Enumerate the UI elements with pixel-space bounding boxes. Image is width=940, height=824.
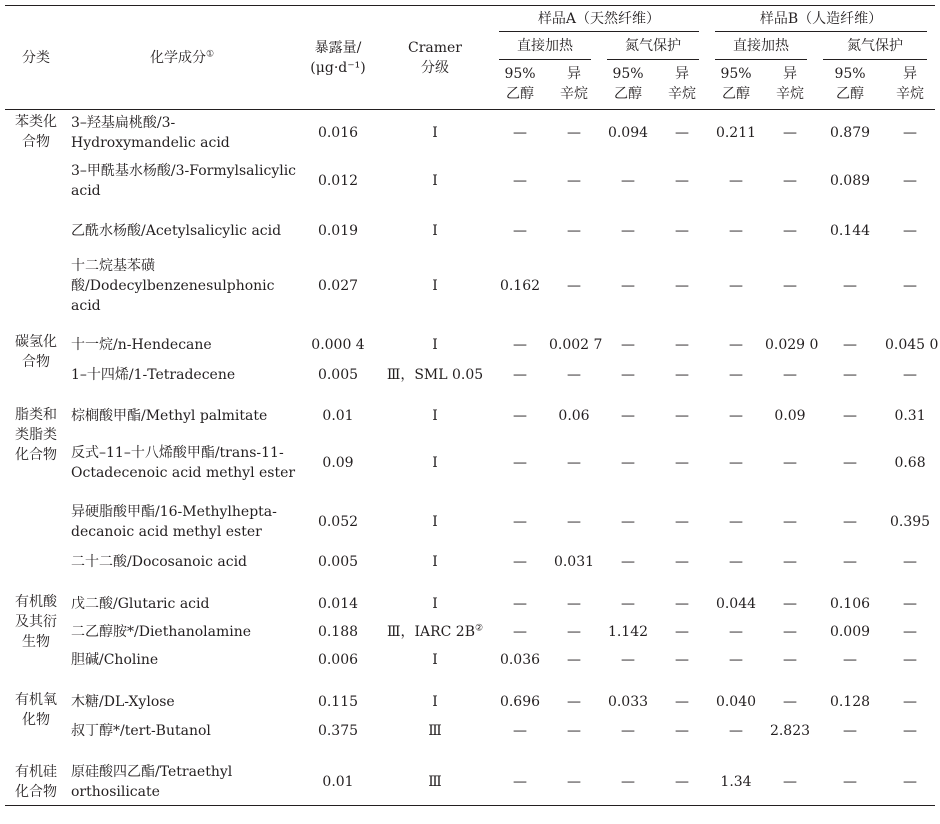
- cramer-class-text: Ⅰ: [432, 513, 438, 530]
- migration-value: —: [513, 454, 527, 471]
- header-isooctane-1: 异: [567, 66, 581, 83]
- category-label: 苯类化合物: [15, 114, 57, 150]
- header-cramer-label: Cramer: [407, 39, 462, 56]
- migration-value: 0.31: [894, 408, 926, 424]
- migration-value: —: [783, 172, 797, 189]
- header-ethanol: [599, 60, 657, 110]
- migration-value: 0.879: [829, 124, 871, 141]
- exposure-value: 0.000 4: [311, 337, 365, 353]
- migration-value: —: [783, 553, 797, 570]
- category-cell: [5, 760, 67, 806]
- component-name: 3–甲酰基水杨酸/3-Formylsalicylic acid: [71, 162, 297, 199]
- migration-value: 0.045 0: [885, 337, 939, 353]
- migration-value: —: [513, 124, 527, 141]
- header-isooctane-1: 异: [903, 66, 918, 83]
- exposure-value: 0.09: [322, 454, 354, 471]
- migration-value: —: [729, 553, 743, 570]
- table-row: [5, 548, 935, 576]
- migration-value: —: [815, 760, 885, 806]
- migration-value: —: [843, 277, 857, 294]
- migration-value: —: [675, 694, 689, 710]
- header-isooctane: [657, 60, 707, 110]
- cramer-class: [379, 361, 491, 389]
- migration-value: 0.128: [829, 694, 871, 710]
- category-cell: [5, 688, 67, 746]
- group-spacer: [5, 674, 935, 688]
- migration-value: —: [783, 595, 797, 612]
- table-row: [5, 496, 935, 548]
- migration-value: —: [675, 277, 689, 294]
- category-cell: [5, 110, 67, 316]
- cramer-class-text: Ⅲ，IARC 2B: [386, 623, 475, 640]
- table-row: [5, 646, 935, 674]
- migration-value: —: [513, 408, 527, 424]
- group-spacer-cell: [5, 746, 935, 760]
- migration-value: —: [491, 760, 549, 806]
- exposure-value: 0.014: [317, 595, 359, 612]
- migration-value: —: [621, 513, 635, 530]
- migration-value: 0.002 7: [549, 337, 603, 353]
- component-name: 3–羟基扁桃酸/3-Hydroxymandelic acid: [71, 114, 230, 151]
- migration-value: 1.142: [607, 623, 649, 640]
- migration-value: —: [843, 513, 857, 530]
- migration-value: —: [903, 694, 918, 710]
- cramer-class-text: Ⅰ: [432, 277, 438, 294]
- migration-value: —: [675, 553, 689, 570]
- header-ethanol: [491, 60, 549, 110]
- migration-value: —: [621, 553, 635, 570]
- component-name: 二十二酸/Docosanoic acid: [71, 553, 248, 570]
- migration-value: —: [903, 595, 918, 612]
- cramer-class: [379, 618, 491, 646]
- migration-value: 0.106: [829, 595, 871, 612]
- migration-value: 0.036: [499, 651, 541, 668]
- migration-value: —: [675, 513, 689, 530]
- migration-value: —: [675, 172, 689, 189]
- cramer-class: [379, 430, 491, 496]
- migration-value: —: [513, 366, 527, 383]
- category-label: 有机硅化合物: [15, 763, 57, 800]
- header-ethanol-2: 乙醇: [722, 86, 750, 103]
- table-row: [5, 156, 935, 206]
- group-spacer: [5, 746, 935, 760]
- header-isooctane-2: 辛烷: [776, 86, 804, 103]
- migration-value: 0.040: [715, 694, 757, 710]
- cramer-class: [379, 717, 491, 746]
- group-spacer-cell: [5, 316, 935, 330]
- cramer-class-text: Ⅰ: [432, 553, 438, 570]
- category-cell: [5, 330, 67, 389]
- migration-value: —: [903, 553, 918, 570]
- migration-value: —: [903, 222, 918, 239]
- category-label: 脂类和类脂类化合物: [15, 406, 57, 463]
- exposure-value: 0.005: [317, 553, 359, 570]
- migration-value: —: [513, 553, 527, 570]
- migration-value: —: [843, 651, 857, 668]
- migration-value: —: [843, 408, 857, 424]
- migration-value: 0.68: [894, 454, 926, 471]
- migration-value: —: [903, 651, 918, 668]
- migration-value: —: [567, 623, 581, 640]
- migration-value: 0.029 0: [765, 337, 819, 353]
- migration-value: —: [567, 513, 581, 530]
- migration-value: 0.09: [774, 408, 806, 424]
- header-ethanol-2: 乙醇: [506, 86, 534, 103]
- table-row: [5, 403, 935, 430]
- cramer-class-text: Ⅲ: [428, 774, 442, 791]
- migration-value: 0.395: [889, 513, 931, 530]
- table-row: [5, 206, 935, 256]
- header-ethanol-1: 95%: [834, 66, 866, 83]
- table-row: [5, 688, 935, 717]
- group-spacer-cell: [5, 674, 935, 688]
- migration-value: 0.089: [829, 172, 871, 189]
- migration-value: —: [657, 760, 707, 806]
- table-body: [5, 110, 939, 806]
- cramer-class: [379, 330, 491, 361]
- component-name: 十一烷/n-Hendecane: [71, 337, 212, 353]
- migration-value: —: [567, 595, 581, 612]
- header-b-n2-protect: 氮气保护: [815, 32, 935, 60]
- cramer-class-text: Ⅰ: [432, 595, 438, 612]
- migration-value: —: [903, 172, 918, 189]
- header-isooctane: [549, 60, 599, 110]
- header-component-text: 化学成分: [149, 49, 206, 66]
- exposure-value: 0.027: [317, 277, 359, 294]
- exposure-value: 0.019: [317, 222, 359, 239]
- migration-value: —: [729, 651, 743, 668]
- header-exposure-unit: (μg·d⁻¹): [310, 59, 366, 76]
- migration-value: —: [783, 694, 797, 710]
- component-name: 乙酰水杨酸/Acetylsalicylic acid: [71, 222, 282, 239]
- header-ethanol-1: 95%: [720, 66, 752, 83]
- cramer-class: [379, 206, 491, 256]
- cramer-class-text: Ⅲ，SML 0.05: [386, 366, 484, 383]
- group-spacer: [5, 576, 935, 590]
- component-name: 叔丁醇*/tert-Butanol: [71, 723, 211, 739]
- migration-value: —: [903, 366, 918, 383]
- chemical-migration-table: [5, 5, 939, 806]
- migration-value: —: [513, 595, 527, 612]
- cramer-class: [379, 646, 491, 674]
- cramer-class-text: Ⅰ: [432, 337, 438, 353]
- cramer-class: [379, 760, 491, 806]
- table-header: [5, 6, 935, 110]
- migration-value: —: [843, 553, 857, 570]
- exposure-value: 0.006: [317, 651, 359, 668]
- migration-value: —: [729, 222, 743, 239]
- migration-value: 0.06: [558, 408, 590, 424]
- table-row: [5, 330, 935, 361]
- header-sample-a: 样品A（天然纤维）: [491, 6, 707, 32]
- migration-value: —: [621, 595, 635, 612]
- header-isooctane-2: 辛烷: [560, 86, 588, 103]
- header-ethanol: [815, 60, 885, 110]
- migration-value: —: [729, 513, 743, 530]
- exposure-value: 0.375: [317, 723, 359, 739]
- migration-value: —: [567, 277, 581, 294]
- component-name: 十二烷基苯磺酸/Dodecylbenzenesulphonic acid: [71, 257, 275, 314]
- exposure-value: 0.115: [317, 694, 359, 710]
- migration-value: —: [783, 623, 797, 640]
- migration-value: —: [621, 651, 635, 668]
- category-cell: [5, 590, 67, 674]
- migration-value: —: [675, 651, 689, 668]
- migration-value: —: [513, 723, 527, 739]
- migration-value: —: [903, 124, 918, 141]
- migration-value: 2.823: [769, 723, 811, 739]
- header-ethanol: [707, 60, 765, 110]
- header-ethanol-2: 乙醇: [836, 86, 864, 103]
- exposure-value: 0.188: [317, 623, 359, 640]
- migration-value: —: [675, 623, 689, 640]
- migration-value: —: [903, 723, 918, 739]
- exposure-value: 0.01: [322, 408, 354, 424]
- table-row: [5, 717, 935, 746]
- component-name: 胆碱/Choline: [71, 651, 159, 668]
- migration-value: —: [621, 172, 635, 189]
- exposure-value: 0.052: [317, 513, 359, 530]
- migration-value: —: [675, 454, 689, 471]
- migration-value: —: [567, 172, 581, 189]
- migration-value: —: [729, 277, 743, 294]
- table-row: [5, 760, 935, 806]
- group-spacer: [5, 389, 935, 403]
- header-isooctane-1: 异: [783, 66, 797, 83]
- header-component-footnote: ①: [205, 48, 215, 59]
- header-exposure-label: 暴露量/: [314, 39, 362, 56]
- category-label: 碳氢化合物: [15, 333, 57, 370]
- migration-value: 0.144: [829, 222, 871, 239]
- migration-value: —: [621, 723, 635, 739]
- component-name: 木糖/DL-Xylose: [71, 694, 175, 710]
- cramer-class-text: Ⅰ: [432, 124, 438, 141]
- header-a-direct-heat: 直接加热: [491, 32, 599, 60]
- migration-value: 0.009: [829, 623, 871, 640]
- migration-value: —: [903, 623, 918, 640]
- component-name: 戊二酸/Glutaric acid: [71, 595, 210, 612]
- cramer-class: [379, 256, 491, 316]
- category-cell: [5, 403, 67, 576]
- migration-value: —: [843, 337, 857, 353]
- migration-value: —: [549, 760, 599, 806]
- migration-value: —: [675, 408, 689, 424]
- group-spacer-cell: [5, 576, 935, 590]
- cramer-class-text: Ⅰ: [432, 222, 438, 239]
- table-row: [5, 110, 935, 156]
- category-label: 有机酸及其衍生物: [15, 593, 57, 650]
- migration-value: —: [599, 760, 657, 806]
- migration-value: —: [843, 366, 857, 383]
- header-b-direct-heat: 直接加热: [707, 32, 815, 60]
- migration-value: —: [729, 337, 743, 353]
- component-name: 二乙醇胺*/Diethanolamine: [71, 623, 252, 640]
- migration-value: —: [783, 366, 797, 383]
- header-cramer: [379, 6, 491, 110]
- migration-value: —: [621, 408, 635, 424]
- migration-value: 0.162: [499, 277, 541, 294]
- header-category: 分类: [5, 6, 67, 110]
- group-spacer: [5, 316, 935, 330]
- component-name: 棕榈酸甲酯/Methyl palmitate: [71, 408, 268, 424]
- migration-value: —: [783, 513, 797, 530]
- migration-value: —: [783, 454, 797, 471]
- exposure-value: 0.012: [317, 172, 359, 189]
- migration-value: —: [567, 651, 581, 668]
- migration-value: —: [885, 760, 935, 806]
- group-spacer-cell: [5, 389, 935, 403]
- table-row: [5, 361, 935, 389]
- migration-value: —: [729, 623, 743, 640]
- migration-value: —: [675, 222, 689, 239]
- migration-value: —: [783, 124, 797, 141]
- migration-value: —: [567, 366, 581, 383]
- component-name: 原硅酸四乙酯/Tetraethyl orthosilicate: [67, 760, 297, 806]
- migration-value: —: [567, 694, 581, 710]
- migration-value: 1.34: [707, 760, 765, 806]
- migration-value: —: [621, 366, 635, 383]
- migration-value: 0.031: [553, 553, 595, 570]
- exposure-value: 0.005: [317, 366, 359, 383]
- exposure-value: 0.016: [317, 124, 359, 141]
- migration-value: —: [567, 222, 581, 239]
- migration-value: —: [513, 623, 527, 640]
- cramer-class: [379, 688, 491, 717]
- exposure-value: 0.01: [297, 760, 379, 806]
- cramer-class-text: Ⅰ: [432, 408, 438, 424]
- migration-value: 0.033: [607, 694, 649, 710]
- cramer-class-text: Ⅰ: [432, 651, 438, 668]
- cramer-class-text: Ⅰ: [432, 454, 438, 471]
- cramer-class: [379, 590, 491, 618]
- migration-value: —: [729, 408, 743, 424]
- migration-value: —: [903, 277, 918, 294]
- header-isooctane: [765, 60, 815, 110]
- migration-value: —: [513, 222, 527, 239]
- migration-value: —: [675, 124, 689, 141]
- migration-value: —: [843, 454, 857, 471]
- header-exposure: [297, 6, 379, 110]
- header-isooctane-1: 异: [675, 66, 689, 83]
- header-isooctane-2: 辛烷: [896, 86, 925, 103]
- table-row: [5, 256, 935, 316]
- migration-value: —: [783, 222, 797, 239]
- migration-value: —: [621, 337, 635, 353]
- header-ethanol-2: 乙醇: [614, 86, 642, 103]
- table-row: [5, 590, 935, 618]
- header-a-n2-protect: 氮气保护: [599, 32, 707, 60]
- migration-value: —: [729, 366, 743, 383]
- migration-value: —: [513, 172, 527, 189]
- cramer-class: [379, 110, 491, 156]
- migration-value: 0.696: [499, 694, 541, 710]
- migration-value: —: [729, 723, 743, 739]
- migration-value: —: [567, 723, 581, 739]
- cramer-class: [379, 403, 491, 430]
- table-row: [5, 618, 935, 646]
- migration-value: 0.044: [715, 595, 757, 612]
- migration-value: —: [675, 366, 689, 383]
- cramer-class-text: Ⅲ: [428, 723, 442, 739]
- migration-value: —: [675, 723, 689, 739]
- cramer-class: [379, 496, 491, 548]
- cramer-class: [379, 156, 491, 206]
- header-sample-b: 样品B（人造纤维）: [707, 6, 935, 32]
- migration-value: —: [675, 337, 689, 353]
- migration-value: —: [513, 337, 527, 353]
- cramer-class: [379, 548, 491, 576]
- header-cramer-sub: 分级: [421, 59, 449, 76]
- component-name: 反式–11–十八烯酸甲酯/trans-11-Octadecenoic acid methyl ester: [71, 444, 296, 481]
- migration-value: 0.211: [715, 124, 757, 141]
- migration-value: —: [675, 595, 689, 612]
- migration-value: —: [729, 454, 743, 471]
- header-isooctane: [885, 60, 935, 110]
- header-isooctane-2: 辛烷: [668, 86, 696, 103]
- header-ethanol-1: 95%: [612, 66, 644, 83]
- cramer-class-text: Ⅰ: [432, 172, 438, 189]
- migration-value: 0.094: [607, 124, 649, 141]
- cramer-footnote: ②: [474, 622, 484, 633]
- migration-value: —: [843, 723, 857, 739]
- migration-value: —: [621, 454, 635, 471]
- migration-value: —: [783, 651, 797, 668]
- migration-value: —: [567, 454, 581, 471]
- cramer-class-text: Ⅰ: [432, 694, 438, 710]
- component-name: 异硬脂酸甲酯/16-Methylhepta-decanoic acid methyl ester: [71, 503, 277, 540]
- migration-value: —: [783, 277, 797, 294]
- migration-value: —: [621, 277, 635, 294]
- header-ethanol-1: 95%: [504, 66, 536, 83]
- table-row: [5, 430, 935, 496]
- migration-value: —: [621, 222, 635, 239]
- header-component: [67, 6, 297, 110]
- component-name: 1–十四烯/1-Tetradecene: [71, 366, 236, 383]
- migration-value: —: [765, 760, 815, 806]
- migration-value: —: [567, 124, 581, 141]
- category-label: 有机氧化物: [15, 691, 57, 728]
- data-table-container: [5, 5, 939, 806]
- migration-value: —: [513, 513, 527, 530]
- migration-value: —: [729, 172, 743, 189]
